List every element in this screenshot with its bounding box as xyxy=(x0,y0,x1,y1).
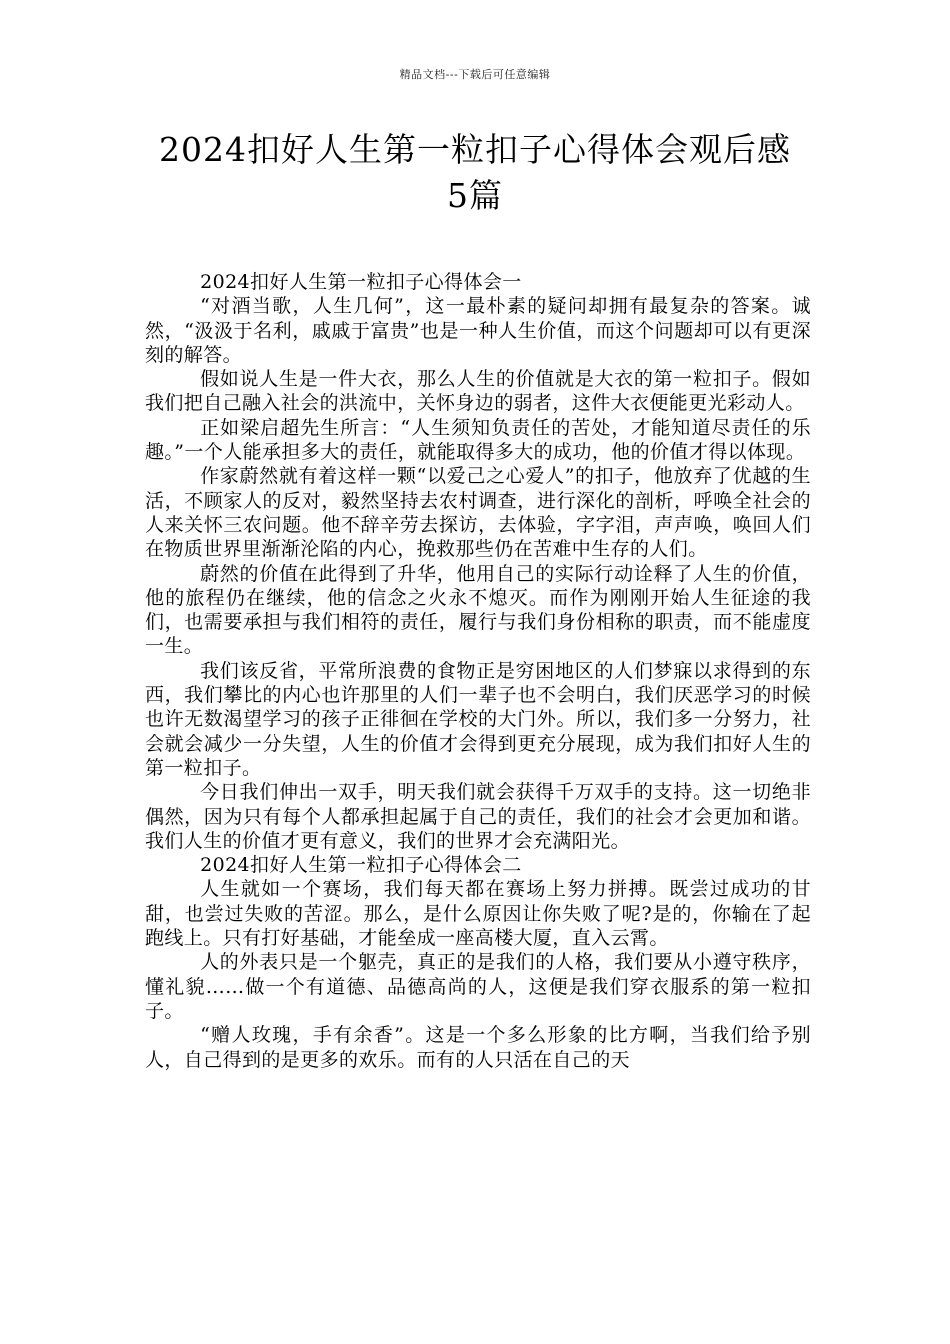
title-line-2: 5篇 xyxy=(447,176,503,215)
section-heading: 2024扣好人生第一粒扣子心得体会一 xyxy=(200,271,522,293)
title-line-1: 2024扣好人生第一粒扣子心得体会观后感 xyxy=(159,130,791,169)
paragraph: “赠人玫瑰，手有余香”。这是一个多么形象的比方啊，当我们给予别人，自己得到的是更多的欢乐。而有的人只活在自己的天 xyxy=(145,1024,811,1071)
header-note: 精品文档---下载后可任意编辑 xyxy=(399,68,551,81)
paragraph: 我们该反省，平常所浪费的食物正是穷困地区的人们梦寐以求得到的东西，我们攀比的内心也许那里的人们一辈子也不会明白，我们厌恶学习的时候也许无数渴望学习的孩子正徘徊在学校的大门外。所以，我们多一分努力，社会就会减少一分失望，人生的价值才会得到更充分展现，成为我们扣好人生的第一粒扣子。 xyxy=(145,659,811,779)
paragraph: 蔚然的价值在此得到了升华，他用自己的实际行动诠释了人生的价值，他的旅程仍在继续，他的信念之火永不熄灭。而作为刚刚开始人生征途的我们，也需要承担与我们相符的责任，履行与我们身份相称的职责，而不能虚度一生。 xyxy=(145,562,811,658)
section-heading: 2024扣好人生第一粒扣子心得体会二 xyxy=(200,854,522,877)
paragraph: 作家蔚然就有着这样一颗“以爱己之心爱人”的扣子，他放弃了优越的生活，不顾家人的反对，毅然坚持去农村调查，进行深化的剖析，呼唤全社会的人来关怀三农问题。他不辞辛劳去探访，去体验，字字泪，声声唤，唤回人们在物质世界里渐渐沦陷的内心，挽救那些仍在苦难中生存的人们。 xyxy=(145,465,811,561)
paragraph: 人生就如一个赛场，我们每天都在赛场上努力拼搏。既尝过成功的甘甜，也尝过失败的苦涩。那么，是什么原因让你失败了呢?是的，你输在了起跑线上。只有打好基础，才能垒成一座高楼大厦，直入云霄。 xyxy=(145,878,811,950)
paragraph: 人的外表只是一个躯壳，真正的是我们的人格，我们要从小遵守秩序，懂礼貌……做一个有道德、品德高尚的人，这便是我们穿衣服系的第一粒扣子。 xyxy=(145,951,811,1022)
document-title xyxy=(130,127,820,219)
document-body xyxy=(145,270,811,1072)
paragraph: 正如梁启超先生所言：“人生须知负责任的苦处，才能知道尽责任的乐趣。”一个人能承担多大的责任，就能取得多大的成功，他的价值才得以体现。 xyxy=(145,416,811,464)
paragraph: 今日我们伸出一双手，明天我们就会获得千万双手的支持。这一切绝非偶然，因为只有每个人都承担起属于自己的责任，我们的社会才会更加和谐。我们人生的价值才更有意义，我们的世界才会充满阳光。 xyxy=(145,781,811,852)
paragraph: “对酒当歌，人生几何”，这一最朴素的疑问却拥有最复杂的答案。诚然，“汲汲于名利，戚戚于富贵”也是一种人生价值，而这个问题却可以有更深刻的解答。 xyxy=(145,295,811,366)
paragraph: 假如说人生是一件大衣，那么人生的价值就是大衣的第一粒扣子。假如我们把自己融入社会的洪流中，关怀身边的弱者，这件大衣便能更光彩动人。 xyxy=(145,368,811,415)
